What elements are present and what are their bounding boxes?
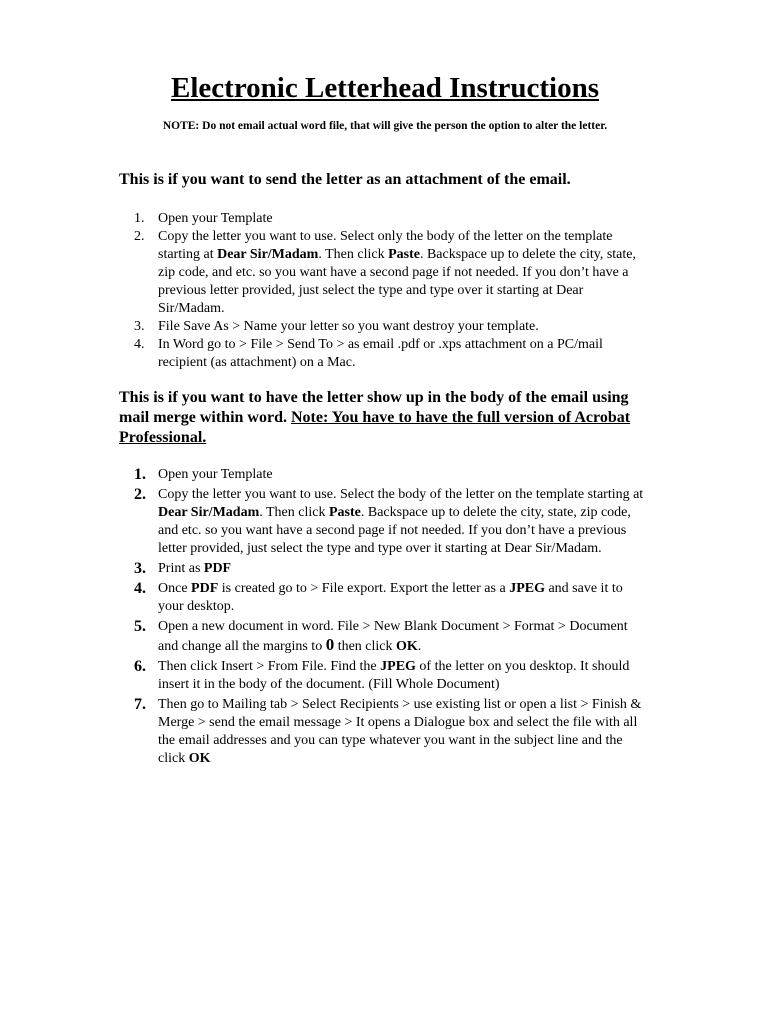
bold-term: 0 xyxy=(325,635,335,654)
bold-term: Dear Sir/Madam xyxy=(158,505,260,520)
list-item-text: . Then click xyxy=(318,247,389,262)
page-title: Electronic Letterhead Instructions xyxy=(171,72,599,104)
list-item-number: 2. xyxy=(134,229,145,244)
list-item-number: 7. xyxy=(134,696,146,713)
list-item-text: In Word go to > File > Send To > as email .pdf or .xps attachment on a PC/mail recipient (as attachment) on a Mac. xyxy=(158,337,603,370)
list-item-text: . xyxy=(417,639,422,654)
list-item xyxy=(0,466,648,484)
list-item-number: 3. xyxy=(134,560,146,577)
list-item-number: 6. xyxy=(134,658,146,675)
list-item-number: 1. xyxy=(134,466,146,483)
bold-term: JPEG xyxy=(509,581,545,596)
list-item-text: and save it to your desktop. xyxy=(158,581,623,614)
list-item-text: . Backspace up to delete the city, state, zip code, and etc. so you want have a second page if not needed. If you don’t have a previous letter provided, just select the type and type over it starting at Dear Sir/Madam. xyxy=(158,505,631,556)
list-item xyxy=(0,318,648,336)
list-item xyxy=(0,210,648,228)
bold-term: OK xyxy=(396,639,418,654)
list-item xyxy=(0,486,648,558)
list-item-text: is created go to > File export. Export the letter as a xyxy=(218,581,510,596)
list-item-text: Copy the letter you want to use. Select the body of the letter on the template starting at xyxy=(158,487,644,502)
list-item-text: . Backspace up to delete the city, state, zip code, and etc. so you want have a second page if not needed. If you don’t have a previous letter provided, just select the type and type over it starting at Dear Sir/Madam. xyxy=(158,247,636,316)
section1-list xyxy=(0,210,648,372)
section1-heading: This is if you want to send the letter as an attachment of the email. xyxy=(119,171,571,188)
list-item-number: 4. xyxy=(134,580,146,597)
list-item-number: 4. xyxy=(134,337,145,352)
list-item xyxy=(0,228,648,318)
list-item-text: Print as xyxy=(158,561,204,576)
bold-term: PDF xyxy=(191,581,219,596)
list-item xyxy=(0,580,648,616)
list-item-text: Copy the letter you want to use. Select only the body of the letter on the template starting at xyxy=(158,229,613,262)
list-item-text: Then go to Mailing tab > Select Recipients > use existing list or open a list > Finish & Merge > send the email message > It opens a Dialogue box and select the file with all the email addresses and you can type whatever you want in the subject line and the click xyxy=(158,697,642,766)
bold-term: Dear Sir/Madam xyxy=(217,247,319,262)
section2-heading-note: Note: You have to have the full version of Acrobat Professional. xyxy=(119,409,631,446)
section2-heading-text: This is if you want to have the letter show up in the body of the email using mail merge within word. xyxy=(119,389,629,426)
list-item-text: Open your Template xyxy=(158,467,273,482)
bold-term: Paste xyxy=(328,505,361,520)
section2-list xyxy=(0,466,648,770)
bold-term: PDF xyxy=(203,561,232,576)
list-item-text: then click xyxy=(334,639,397,654)
note-text: NOTE: Do not email actual word file, that will give the person the option to alter the letter. xyxy=(162,120,608,132)
bold-term: OK xyxy=(188,751,211,766)
list-item-text: Once xyxy=(158,581,192,596)
bold-term: JPEG xyxy=(380,659,416,674)
list-item-text: File Save As > Name your letter so you want destroy your template. xyxy=(158,319,539,334)
list-item xyxy=(0,658,648,694)
list-item xyxy=(0,560,648,578)
list-item-number: 1. xyxy=(134,211,145,226)
list-item xyxy=(0,696,648,768)
list-item xyxy=(0,618,648,656)
bold-term: Paste xyxy=(388,247,420,262)
list-item-text: Open a new document in word. File > New Blank Document > Format > Document and change all the margins to xyxy=(158,619,628,654)
list-item-number: 2. xyxy=(134,486,146,503)
list-item-text: Open your Template xyxy=(158,211,273,226)
list-item xyxy=(0,336,648,372)
list-item-number: 3. xyxy=(134,319,145,334)
section2-heading xyxy=(119,388,659,448)
list-item-text: . Then click xyxy=(259,505,329,520)
list-item-text: of the letter on you desktop. It should insert it in the body of the document. (Fill Whole Document) xyxy=(158,659,630,692)
list-item-text: Then click Insert > From File. Find the xyxy=(158,659,381,674)
list-item-number: 5. xyxy=(134,618,146,635)
